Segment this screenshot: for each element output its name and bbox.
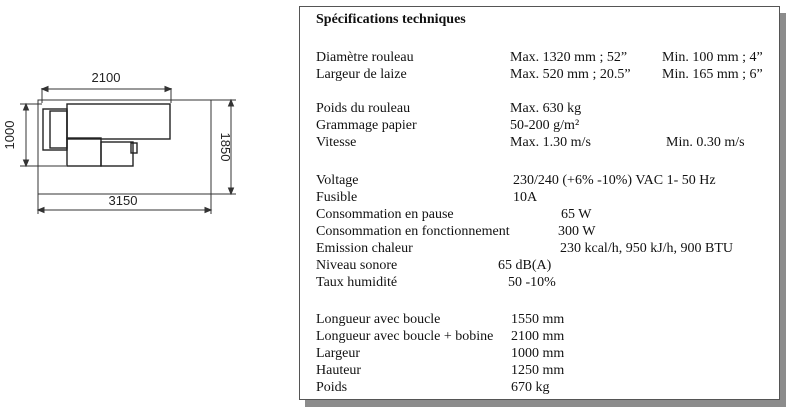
spec-label: Voltage xyxy=(316,173,359,188)
spec-value: 10A xyxy=(513,190,538,205)
spec-value: 300 W xyxy=(558,224,596,239)
spec-value: 50-200 g/m² xyxy=(510,118,580,133)
spec-row xyxy=(300,362,779,379)
spec-label: Fusible xyxy=(316,190,358,205)
spec-value: 2100 mm xyxy=(511,329,565,344)
spec-label: Diamètre rouleau xyxy=(316,50,414,65)
spec-row xyxy=(300,206,779,223)
spec-row xyxy=(300,345,779,362)
spec-label: Vitesse xyxy=(316,135,357,150)
spec-row xyxy=(300,257,779,274)
machine-footprint-drawing xyxy=(0,0,290,230)
spec-box xyxy=(299,6,780,400)
spec-value: 65 dB(A) xyxy=(498,258,552,273)
spec-label: Emission chaleur xyxy=(316,241,413,256)
spec-value: Max. 520 mm ; 20.5” xyxy=(510,67,631,82)
spec-row xyxy=(300,100,779,117)
spec-value: 65 W xyxy=(561,207,592,222)
spec-row xyxy=(300,189,779,206)
spec-value: 230 kcal/h, 950 kJ/h, 900 BTU xyxy=(560,241,734,256)
spec-label: Longueur avec boucle + bobine xyxy=(316,329,494,344)
spec-value-min: Min. 100 mm ; 4” xyxy=(662,50,763,65)
spec-label: Taux humidité xyxy=(316,275,398,290)
spec-value: Max. 630 kg xyxy=(510,101,582,116)
spec-value-min: Min. 0.30 m/s xyxy=(666,135,745,150)
spec-label: Largeur xyxy=(316,346,361,361)
spec-value-min: Min. 165 mm ; 6” xyxy=(662,67,763,82)
spec-value: 1550 mm xyxy=(511,312,565,327)
spec-value: 50 -10% xyxy=(508,275,556,290)
spec-row xyxy=(300,134,779,151)
spec-row xyxy=(300,172,779,189)
dimension-bottom-label: 3150 xyxy=(108,193,138,208)
spec-row xyxy=(300,311,779,328)
spec-label: Poids xyxy=(316,380,348,395)
spec-row xyxy=(300,49,779,66)
dimension-top xyxy=(42,87,171,104)
spec-label: Largeur de laize xyxy=(316,67,407,82)
spec-title: Spécifications techniques xyxy=(316,12,466,27)
spec-row xyxy=(300,379,779,396)
spec-label: Hauteur xyxy=(316,363,362,378)
dimension-right-label: 1850 xyxy=(218,132,233,162)
spec-label: Poids du rouleau xyxy=(316,101,411,116)
dimension-left-label: 1000 xyxy=(2,120,17,150)
spec-row xyxy=(300,223,779,240)
footprint-outline xyxy=(38,100,211,194)
spec-row xyxy=(300,66,779,83)
spec-label: Consommation en pause xyxy=(316,207,454,222)
dimension-top-label: 2100 xyxy=(91,70,121,85)
spec-row xyxy=(300,240,779,257)
spec-row xyxy=(300,328,779,345)
spec-label: Consommation en fonctionnement xyxy=(316,224,510,239)
spec-value: 1000 mm xyxy=(511,346,565,361)
spec-value: Max. 1320 mm ; 52” xyxy=(510,50,628,65)
spec-label: Niveau sonore xyxy=(316,258,398,273)
spec-row xyxy=(300,117,779,134)
spec-row xyxy=(300,274,779,291)
spec-label: Longueur avec boucle xyxy=(316,312,441,327)
spec-value: 230/240 (+6% -10%) VAC 1- 50 Hz xyxy=(513,173,716,188)
spec-value: 670 kg xyxy=(511,380,550,395)
spec-value: 1250 mm xyxy=(511,363,565,378)
spec-value: Max. 1.30 m/s xyxy=(510,135,591,150)
machine-outline xyxy=(43,104,170,166)
spec-label: Grammage papier xyxy=(316,118,417,133)
